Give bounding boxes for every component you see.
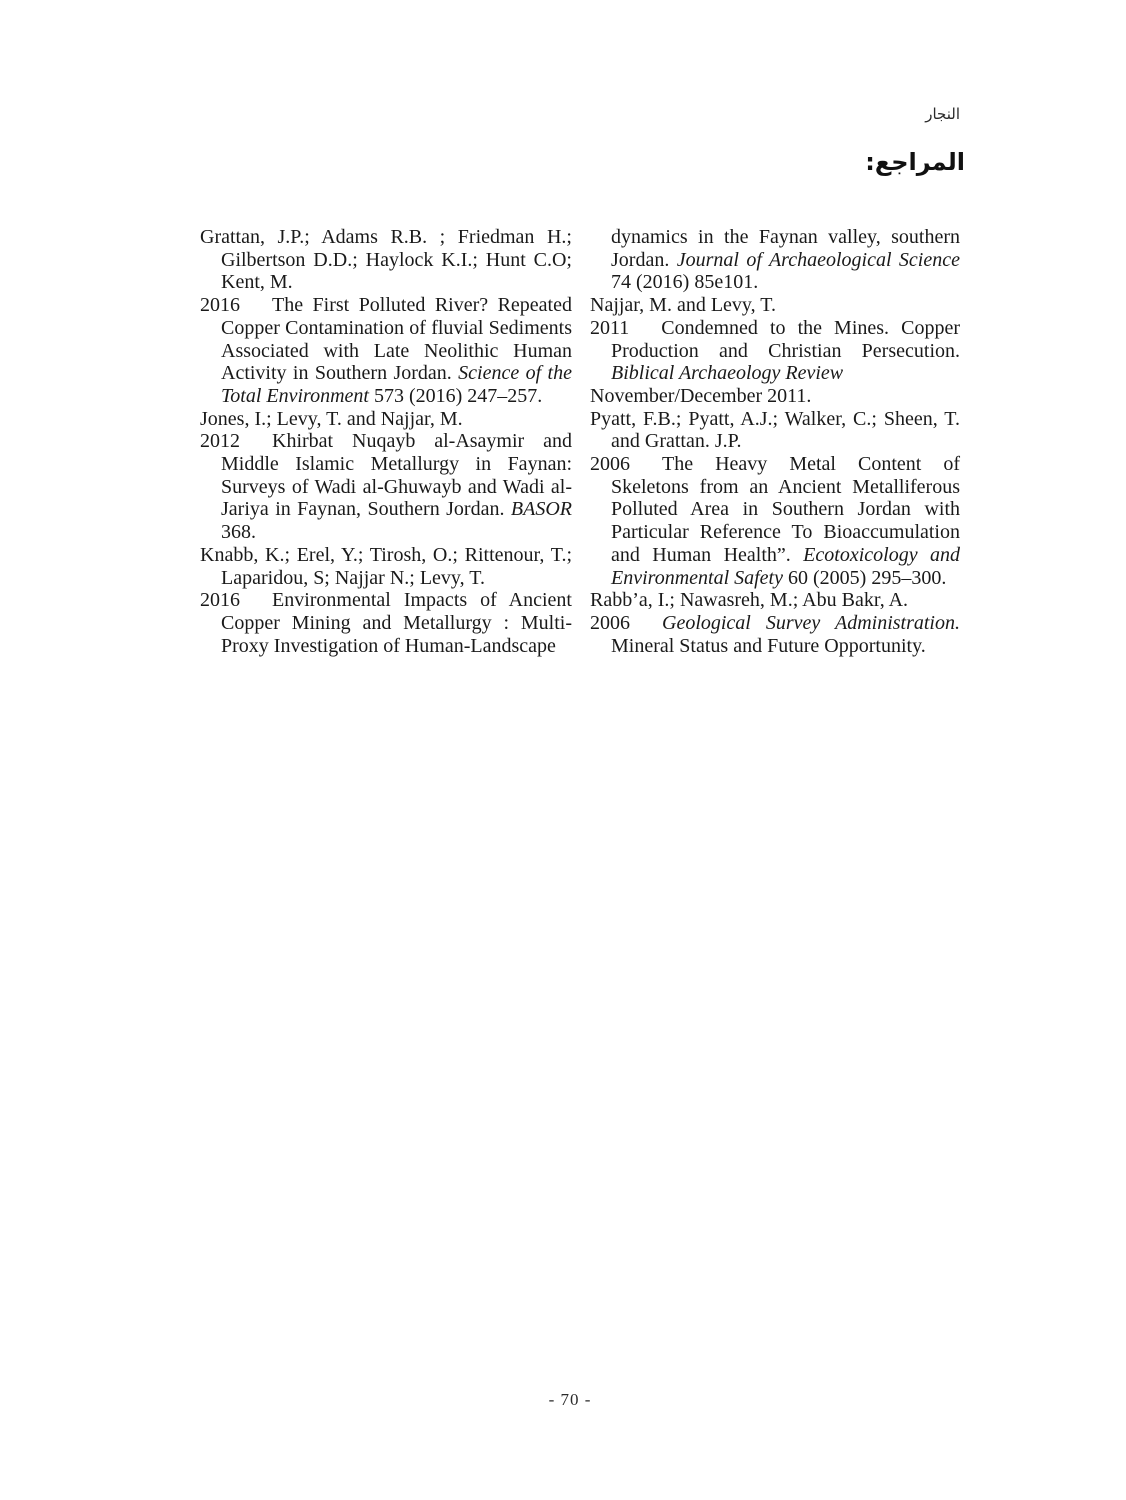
reference-entry — [590, 317, 960, 385]
reference-entry — [200, 589, 572, 657]
entry-text: Condemned to the Mines. Copper Production and Christian Persecution. — [611, 316, 960, 362]
work-title-italic: Journal of Archaeological Science — [676, 248, 960, 271]
references-column-left — [200, 226, 572, 657]
reference-entry — [590, 612, 960, 657]
entry-text: Rabb’a, I.; Nawasreh, M.; Abu Bakr, A. — [590, 589, 909, 612]
work-title-italic: BASOR — [510, 498, 572, 521]
entry-text: Mineral Status and Future Opportunity. — [611, 634, 926, 657]
references-heading: المراجع: — [865, 148, 965, 176]
entry-year: 2016 — [200, 589, 240, 612]
entry-year: 2016 — [200, 294, 240, 317]
reference-entry — [200, 430, 572, 544]
entry-text: 368. — [221, 521, 256, 544]
entry-text: The Heavy Metal Content of Skeletons from an Ancient Metalliferous Polluted Area in Southern Jordan with Particular Reference To Bioaccumulation and Human Health”. — [611, 453, 960, 566]
references-column-right — [590, 226, 960, 657]
reference-entry — [590, 226, 960, 294]
reference-entry — [590, 294, 960, 317]
running-head-arabic: النجار — [925, 105, 960, 123]
entry-text: Grattan, J.P.; Adams R.B. ; Friedman H.; Gilbertson D.D.; Haylock K.I.; Hunt C.O; Kent, M. — [200, 226, 572, 294]
page-number: - 70 - — [548, 1390, 592, 1409]
entry-text: dynamics in the Faynan valley, southern Jordan. — [611, 226, 960, 271]
entry-text: 60 (2005) 295–300. — [783, 566, 947, 589]
reference-entry — [200, 408, 572, 431]
reference-entry — [590, 385, 960, 408]
entry-text: November/December 2011. — [590, 384, 812, 407]
entry-year: 2006 — [590, 453, 630, 476]
reference-entry — [590, 453, 960, 589]
reference-entry — [590, 408, 960, 453]
entry-text: 74 (2016) 85e101. — [611, 271, 759, 294]
reference-entry — [200, 226, 572, 294]
entry-text: Najjar, M. and Levy, T. — [590, 294, 776, 317]
reference-entry — [590, 589, 960, 612]
entry-year: 2012 — [200, 430, 240, 453]
reference-entry — [200, 544, 572, 589]
entry-text: 573 (2016) 247–257. — [368, 384, 543, 407]
reference-entry — [200, 294, 572, 408]
entry-year: 2006 — [590, 611, 630, 634]
work-title-italic: Ecotoxicology and Environmental Safety — [611, 543, 960, 589]
work-title-italic: Biblical Archaeology Review — [611, 362, 844, 385]
entry-text: Environmental Impacts of Ancient Copper Mining and Metallurgy : Multi-Proxy Investigation of Human-Landscape — [221, 589, 572, 657]
entry-text: Pyatt, F.B.; Pyatt, A.J.; Walker, C.; Sheen, T. and Grattan. J.P. — [590, 407, 960, 453]
entry-text: Jones, I.; Levy, T. and Najjar, M. — [200, 407, 463, 430]
entry-text: Khirbat Nuqayb al-Asaymir and Middle Islamic Metallurgy in Faynan: Surveys of Wadi al-Ghuwayb and Wadi al-Jariya in Faynan, Southern Jordan. — [221, 430, 572, 521]
references-columns — [200, 226, 962, 657]
work-title-italic: Geological Survey Administration. — [662, 611, 960, 634]
entry-year: 2011 — [590, 316, 630, 339]
entry-text: The First Polluted River? Repeated Copper Contamination of fluvial Sediments Associated with Late Neolithic Human Activity in Southern Jordan. — [221, 294, 572, 385]
entry-text: Knabb, K.; Erel, Y.; Tirosh, O.; Rittenour, T.; Laparidou, S; Najjar N.; Levy, T. — [200, 543, 572, 589]
work-title-italic: Science of the Total Environment — [221, 362, 572, 407]
